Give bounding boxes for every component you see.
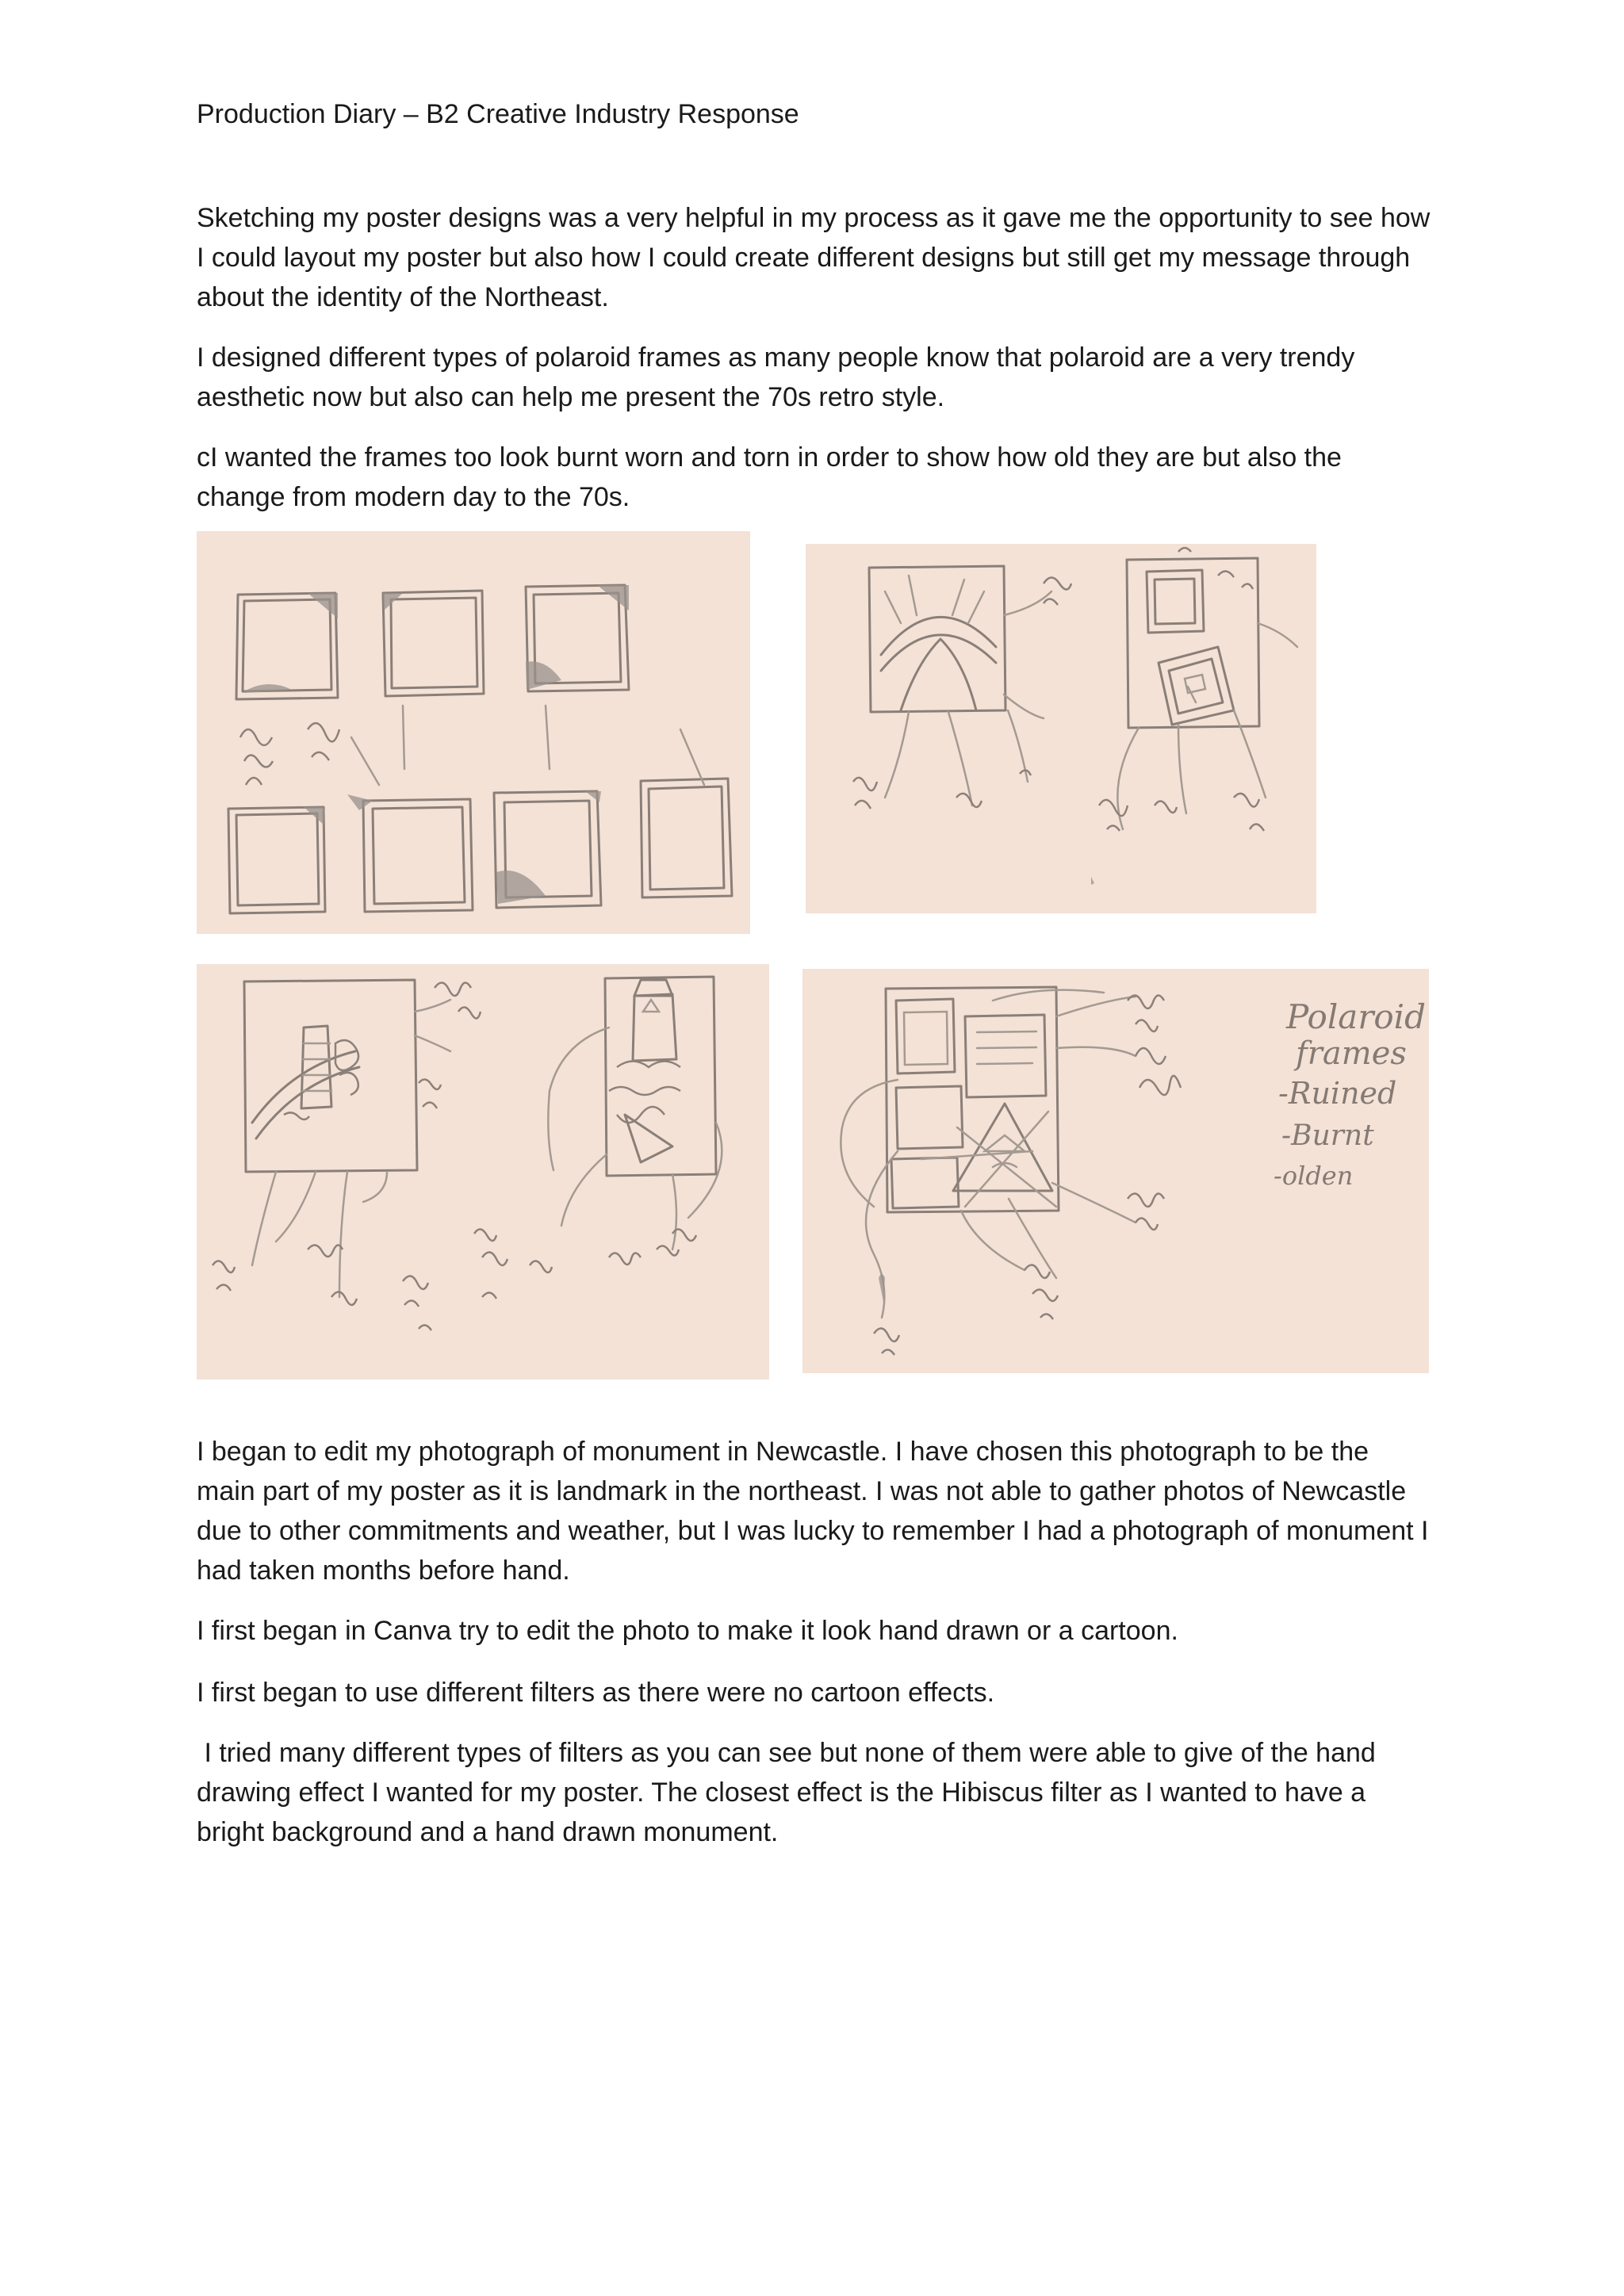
body-paragraph-2: I first began in Canva try to edit the photo to make it look hand drawn or a cartoon. [197, 1616, 1178, 1646]
polaroid-frames-drawing [197, 531, 750, 934]
note-line-5: -olden [1274, 1161, 1354, 1191]
lighthouse-poster-sketch [197, 964, 769, 1380]
polaroid-frames-sketch [197, 531, 750, 934]
intro-paragraph-1: Sketching my poster designs was a very helpful in my process as it gave me the opportunity to see how I could layout my poster but also how I could create different designs but still get my message through about the identity of the Northeast. [197, 203, 1431, 312]
bridge-poster-drawing [806, 544, 1316, 913]
document-header: Production Diary – B2 Creative Industry Response [197, 99, 799, 129]
body-paragraph-3: I first began to use different filters as there were no cartoon effects. [197, 1678, 995, 1708]
note-line-4: -Burnt [1281, 1119, 1374, 1152]
intro-paragraph-2: I designed different types of polaroid frames as many people know that polaroid are a very trendy aesthetic now but also can help me present the 70s retro style. [197, 342, 1355, 412]
note-line-1: Polaroid [1286, 997, 1426, 1036]
intro-paragraph-3: cI wanted the frames too look burnt worn and torn in order to show how old they are but also the change from modern day to the 70s. [197, 442, 1342, 512]
body-paragraph-1: I began to edit my photograph of monument in Newcastle. I have chosen this photograph to be the main part of my poster as it is landmark in the northeast. I was not able to gather photos of Newcastle due to other commitments and weather, but I was lucky to remember I had a photograph of monument I had taken months before hand. [197, 1437, 1429, 1586]
note-line-3: -Ruined [1278, 1076, 1397, 1111]
note-line-2: frames [1296, 1035, 1407, 1072]
collage-poster-sketch [802, 969, 1429, 1373]
bridge-poster-sketch [806, 544, 1316, 913]
collage-poster-drawing [802, 969, 1429, 1373]
body-paragraph-4: I tried many different types of filters as you can see but none of them were able to give of the hand drawing effect I wanted for my poster. The closest effect is the Hibiscus filter as I wanted to have a bright background and a hand drawn monument. [197, 1738, 1384, 1847]
lighthouse-poster-drawing [197, 964, 769, 1380]
